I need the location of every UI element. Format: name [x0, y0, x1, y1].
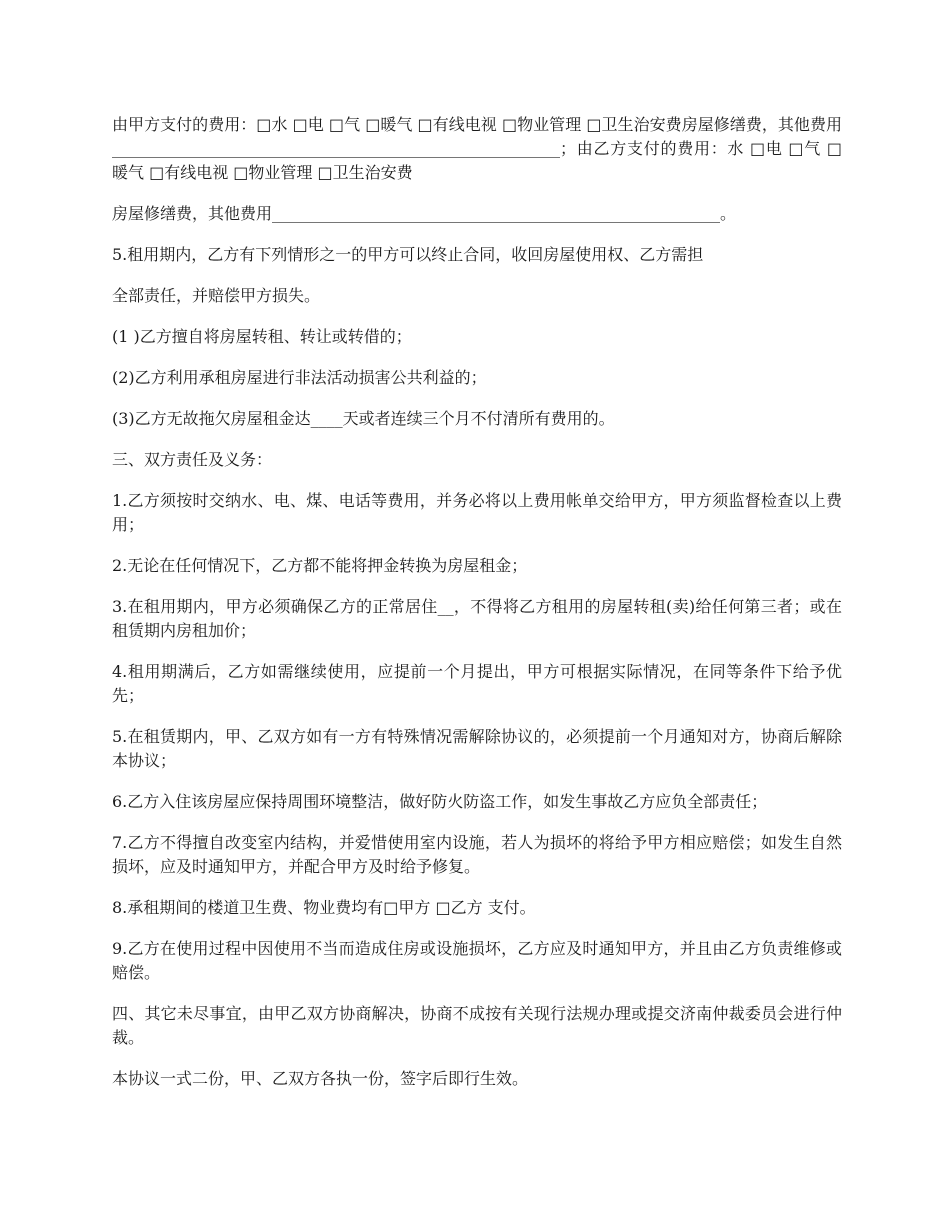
- paragraph-item-2: (2)乙方利用承租房屋进行非法活动损害公共利益的；: [112, 368, 487, 387]
- section-other-matters: 四、其它未尽事宜，由甲乙双方协商解决，协商不成按有关现行法规办理或提交济南仲裁委员会进行仲裁。: [112, 1004, 842, 1047]
- paragraph-duty-2: 2.无论在任何情况下，乙方都不能将押金转换为房屋租金；: [112, 556, 528, 575]
- document-body: [112, 113, 842, 1108]
- paragraph-duty-5: 5.在租赁期内，甲、乙双方如有一方有特殊情况需解除协议的，必须提前一个月通知对方，协商后解除本协议；: [112, 727, 842, 770]
- paragraph-effectiveness: 本协议一式二份，甲、乙双方各执一份，签字后即行生效。: [112, 1069, 529, 1088]
- paragraph-termination-clause: 5.租用期内，乙方有下列情形之一的甲方可以终止合同，收回房屋使用权、乙方需担: [112, 245, 704, 264]
- paragraph-fee-payment: 由甲方支付的费用：□水 □电 □气 □暖气 □有线电视 □物业管理 □卫生治安费房屋修缮费，其他费用________________________________________________________；由乙方支付的费用：水 □电 □气 □暖气 □有线电视 □物业管理 □卫生治安费: [112, 115, 842, 182]
- paragraph-duty-6: 6.乙方入住该房屋应保持周围环境整洁，做好防火防盗工作，如发生事故乙方应负全部责任；: [112, 792, 768, 811]
- paragraph-duty-4: 4.租用期满后，乙方如需继续使用，应提前一个月提出，甲方可根据实际情况，在同等条件下给予优先；: [112, 662, 842, 705]
- paragraph-compensation: 全部责任，并赔偿甲方损失。: [112, 286, 321, 305]
- paragraph-duty-9: 9.乙方在使用过程中因使用不当而造成住房或设施损坏，乙方应及时通知甲方，并且由乙方负责维修或赔偿。: [112, 939, 842, 982]
- paragraph-item-1: (1 )乙方擅自将房屋转租、转让或转借的；: [112, 327, 412, 346]
- paragraph-item-3: (3)乙方无故拖欠房屋租金达____天或者连续三个月不付清所有费用的。: [112, 409, 615, 428]
- paragraph-duty-1: 1.乙方须按时交纳水、电、煤、电话等费用，并务必将以上费用帐单交给甲方，甲方须监督检查以上费用；: [112, 491, 842, 534]
- paragraph-repair-fee: 房屋修缮费，其他费用________________________________________________________。: [112, 204, 737, 223]
- paragraph-duty-7: 7.乙方不得擅自改变室内结构，并爱惜使用室内设施，若人为损坏的将给予甲方相应赔偿；如发生自然损坏，应及时通知甲方，并配合甲方及时给予修复。: [112, 833, 842, 876]
- section-heading-responsibilities: 三、双方责任及义务：: [112, 450, 273, 469]
- paragraph-duty-8: 8.承租期间的楼道卫生费、物业费均有□甲方 □乙方 支付。: [112, 898, 536, 917]
- paragraph-duty-3: 3.在租用期内，甲方必须确保乙方的正常居住__，不得将乙方租用的房屋转租(卖)给任何第三者；或在租赁期内房租加价；: [112, 597, 842, 640]
